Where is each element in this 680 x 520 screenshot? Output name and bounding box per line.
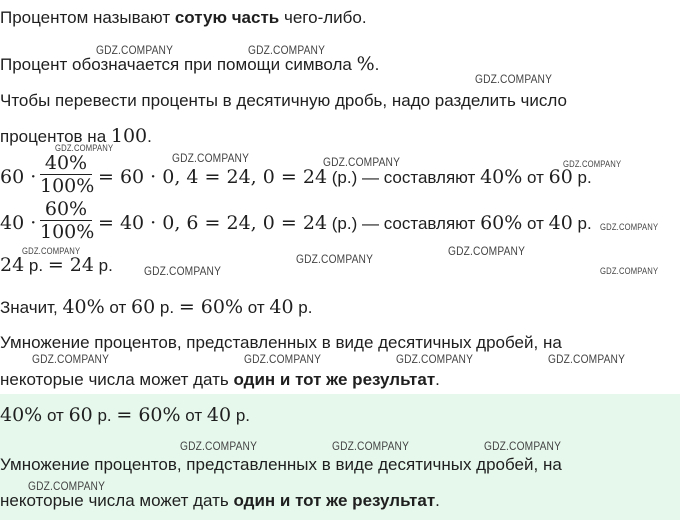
watermark: GDZ.COMPANY (244, 352, 322, 366)
watermark: GDZ.COMPANY (548, 352, 626, 366)
conclusion-line: Значит, 40% от 60 р. = 60% от 40 р. (0, 296, 313, 318)
watermark: GDZ.COMPANY (32, 352, 110, 366)
watermark: GDZ.COMPANY (22, 246, 81, 256)
highlight-paragraph-2: некоторые числа может дать один и тот же результат. (0, 491, 440, 510)
fraction-1: 40% 100% (40, 152, 95, 197)
highlight-paragraph-1: Умножение процентов, представленных в виде десятичных дробей, на (0, 455, 562, 474)
watermark: GDZ.COMPANY (396, 352, 474, 366)
watermark: GDZ.COMPANY (180, 439, 258, 453)
watermark: GDZ.COMPANY (144, 264, 222, 278)
watermark: GDZ.COMPANY (96, 43, 174, 57)
watermark: GDZ.COMPANY (55, 143, 114, 153)
watermark: GDZ.COMPANY (296, 252, 374, 266)
watermark: GDZ.COMPANY (28, 479, 106, 493)
instruction-line-2: процентов на 100. (0, 125, 152, 147)
watermark: GDZ.COMPANY (600, 222, 659, 232)
instruction-line: Чтобы перевести проценты в десятичную дробь, надо разделить число (0, 91, 567, 110)
equation-2: 40 · (0, 212, 37, 234)
watermark: GDZ.COMPANY (475, 72, 553, 86)
fraction-2: 60% 100% (40, 198, 95, 243)
definition-line: Процентом называют сотую часть чего-либо. (0, 8, 367, 27)
watermark: GDZ.COMPANY (332, 439, 410, 453)
equation-2-rhs: = 40 · 0, 6 = 24, 0 = 24 (р.) — составляют 60% от 40 р. (98, 212, 592, 234)
watermark: GDZ.COMPANY (323, 155, 401, 169)
watermark: GDZ.COMPANY (448, 244, 526, 258)
paragraph-line-1: Умножение процентов, представленных в виде десятичных дробей, на (0, 333, 562, 352)
highlight-equation: 40% от 60 р. = 60% от 40 р. (0, 404, 250, 426)
equation-1: 60 · (0, 166, 37, 188)
watermark: GDZ.COMPANY (484, 439, 562, 453)
watermark: GDZ.COMPANY (248, 43, 326, 57)
equation-1-rhs: = 60 · 0, 4 = 24, 0 = 24 (р.) — составляют 40% от 60 р. (98, 166, 592, 188)
watermark: GDZ.COMPANY (563, 159, 622, 169)
paragraph-line-2: некоторые числа может дать один и тот же результат. (0, 370, 440, 389)
watermark: GDZ.COMPANY (600, 266, 659, 276)
symbol-line: Процент обозначается при помощи символа %. (0, 53, 380, 75)
watermark: GDZ.COMPANY (172, 151, 250, 165)
equation-3: 24 р. = 24 р. (0, 254, 113, 276)
